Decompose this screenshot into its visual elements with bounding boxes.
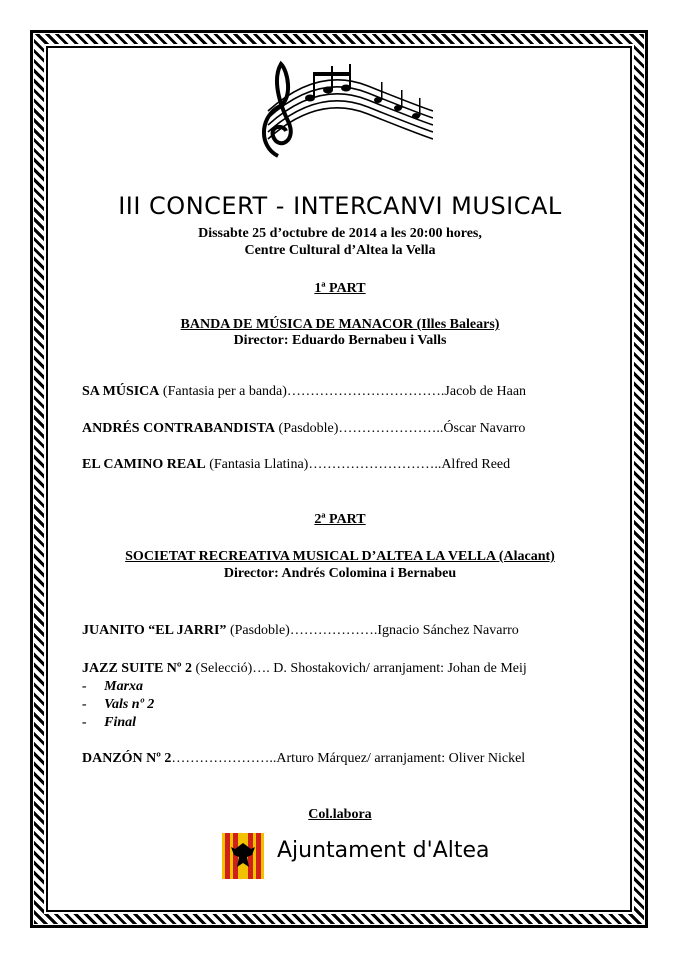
part2-heading: 2ª PART [314, 512, 366, 527]
part2-band: SOCIETAT RECREATIVA MUSICAL D’ALTEA LA VELLA (Alacant) [125, 549, 555, 564]
piece-detail: (Fantasia per a banda)…………………………….Jacob de Haan [159, 384, 527, 399]
inner-border [46, 46, 632, 912]
part1-piece-2 [82, 421, 525, 437]
piece-title: JUANITO “EL JARRI” [82, 623, 227, 638]
piece-title: SA MÚSICA [82, 384, 160, 399]
piece-detail: …………………..Arturo Márquez/ arranjament: Oliver Nickel [171, 751, 526, 766]
piece-detail: (Fantasia Llatina)………………………..Alfred Reed [205, 457, 511, 472]
altea-coat-of-arms-icon [222, 833, 264, 879]
sponsor-name: Ajuntament d'Altea [277, 838, 490, 863]
piece-title: ANDRÉS CONTRABANDISTA [82, 421, 276, 436]
piece-detail: (Pasdoble)…………………..Óscar Navarro [275, 421, 526, 436]
date-line: Dissabte 25 d’octubre de 2014 a les 20:00 hores, [198, 226, 482, 241]
movement-item: - Vals nº 2 [82, 697, 155, 712]
piece-title: JAZZ SUITE Nº 2 [82, 661, 193, 676]
collabora-label: Col.labora [308, 807, 372, 822]
movement-item: - Final [82, 715, 137, 730]
part2-director: Director: Andrés Colomina i Bernabeu [223, 566, 457, 581]
part1-piece-3 [82, 457, 510, 473]
piece-title: DANZÓN Nº 2 [82, 751, 172, 766]
concert-title: III CONCERT - INTERCANVI MUSICAL [118, 192, 562, 220]
part2-piece-2 [82, 661, 527, 677]
venue-line: Centre Cultural d’Altea la Vella [244, 243, 436, 258]
piece-detail: (Selecció)…. D. Shostakovich/ arranjament: Johan de Meij [192, 661, 527, 676]
part1-band: BANDA DE MÚSICA DE MANACOR (Illes Balears) [180, 317, 500, 332]
part1-director: Director: Eduardo Bernabeu i Valls [233, 333, 447, 348]
part2-piece-3 [82, 751, 525, 767]
music-notes-icon [248, 56, 433, 166]
piece-detail: (Pasdoble)……………….Ignacio Sánchez Navarro [226, 623, 519, 638]
part1-heading: 1ª PART [314, 281, 366, 296]
movement-item: - Marxa [82, 679, 144, 694]
piece-title: EL CAMINO REAL [82, 457, 206, 472]
part2-piece-1 [82, 623, 519, 639]
part1-piece-1 [82, 384, 526, 400]
